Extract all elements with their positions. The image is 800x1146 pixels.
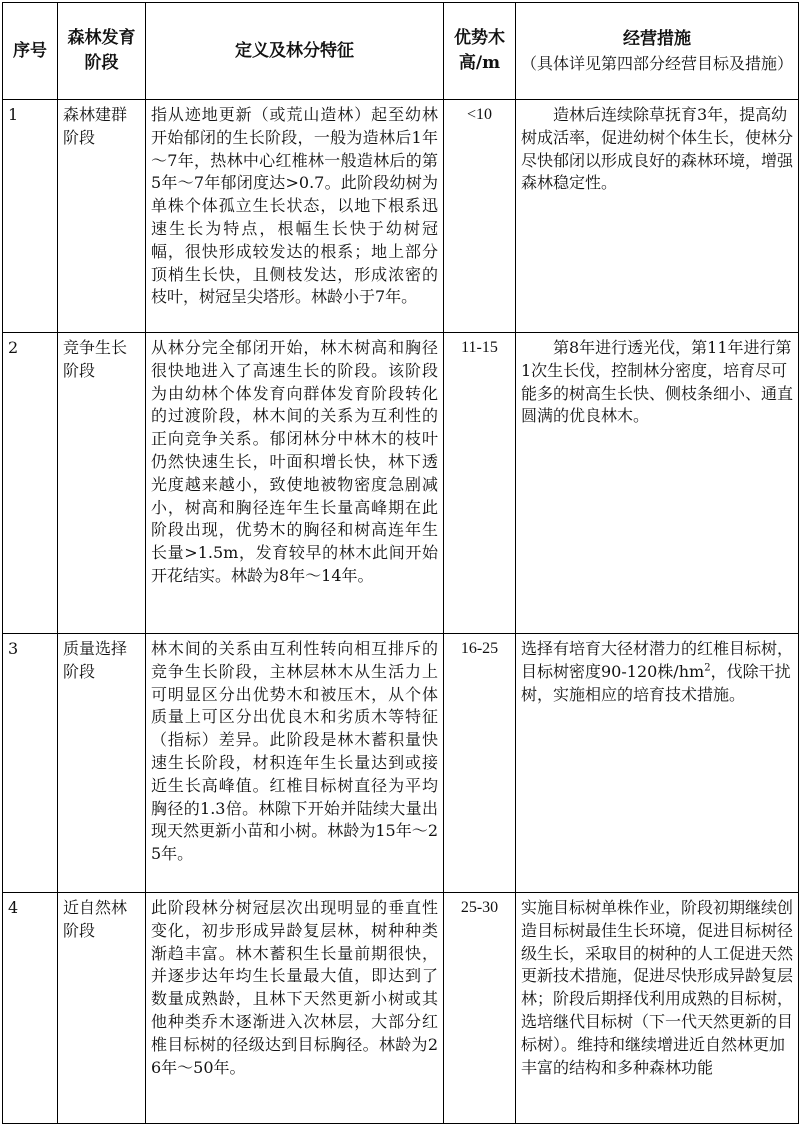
stage-name: 质量选择阶段 xyxy=(58,634,146,893)
stage-definition: 此阶段林分树冠层次出现明显的垂直性变化，初步形成异龄复层林，树种种类渐趋丰富。林木蓄积生长量前期很快，并逐步达年均生长量最大值，即达到了数量成熟龄，且林下天然更新小树或其他种类乔木逐渐进入次林层，大部分红椎目标树的径级达到目标胸径。林龄为26年～50年。 xyxy=(146,893,444,1124)
management-measures: 实施目标树单株作业，阶段初期继续创造目标树最佳生长环境，促进目标树径级生长，采取目的树种的人工促进天然更新技术措施，促进尽快形成异龄复层林；阶段后期择伐利用成熟的目标树，选培继代目标树（下一代天然更新的目标树）。维持和继续增进近自然林更加丰富的结构和多种森林功能 xyxy=(516,893,799,1124)
table-row xyxy=(3,634,799,893)
stage-name: 近自然林阶段 xyxy=(58,893,146,1124)
stage-name: 森林建群阶段 xyxy=(58,100,146,333)
header-no: 序号 xyxy=(3,3,58,100)
measures-unit-superscript: 2 xyxy=(704,662,711,674)
row-number: 3 xyxy=(3,634,58,893)
table-row xyxy=(3,333,799,634)
header-definition: 定义及林分特征 xyxy=(146,3,444,100)
stage-definition: 从林分完全郁闭开始，林木树高和胸径很快地进入了高速生长的阶段。该阶段为由幼林个体发育向群体发育阶段转化的过渡阶段，林木间的关系为互利性的正向竞争关系。郁闭林分中林木的枝叶仍然快速生长，叶面积增长快，林下透光度越来越小，致使地被物密度急剧减小，树高和胸径连年生长量高峰期在此阶段出现，优势木的胸径和树高连年生长量>1.5m，发育较早的林木此间开始开花结实。林龄为8年～14年。 xyxy=(146,333,444,634)
row-number: 2 xyxy=(3,333,58,634)
header-stage: 森林发育阶段 xyxy=(58,3,146,100)
header-measures-title: 经营措施 xyxy=(623,28,691,49)
measures-text-a: 选择有培育大径材潜力的红椎目标树，目标树密度90-120株/hm xyxy=(521,639,794,681)
row-number: 4 xyxy=(3,893,58,1124)
measures-text-b: ，伐除干扰树，实施相应的培育技术措施。 xyxy=(521,661,791,704)
header-height: 优势木高/m xyxy=(444,3,516,100)
header-measures-sub: （具体详见第四部分经营目标及措施） xyxy=(520,53,793,73)
dominant-height: 11-15 xyxy=(444,333,516,634)
stage-definition: 林木间的关系由互利性转向相互排斥的竞争生长阶段，主林层林木从生活力上可明显区分出优势木和被压木，从个体质量上可区分出优良木和劣质木等特征（指标）差异。此阶段是林木蓄积量快速生长阶段，材积连年生长量达到或接近生长高峰值。红椎目标树直径为平均胸径的1.3倍。林隙下开始并陆续大量出现天然更新小苗和小树。林龄为15年～25年。 xyxy=(146,634,444,893)
forest-stage-table xyxy=(2,2,799,1124)
row-number: 1 xyxy=(3,100,58,333)
header-measures xyxy=(516,3,799,100)
table-row xyxy=(3,100,799,333)
header-row xyxy=(3,3,799,100)
dominant-height: 25-30 xyxy=(444,893,516,1124)
stage-definition: 指从迹地更新（或荒山造林）起至幼林开始郁闭的生长阶段，一般为造林后1年～7年，热林中心红椎林一般造林后的第5年～7年郁闭度达>0.7。此阶段幼树为单株个体孤立生长状态，以地下根系迅速生长为特点，根幅生长快于幼树冠幅，很快形成较发达的根系；地上部分顶梢生长快，且侧枝发达，形成浓密的枝叶，树冠呈尖塔形。林龄小于7年。 xyxy=(146,100,444,333)
management-measures xyxy=(516,634,799,893)
management-measures: 第8年进行透光伐，第11年进行第1次生长伐，控制林分密度，培育尽可能多的树高生长快、侧枝条细小、通直圆满的优良林木。 xyxy=(516,333,799,634)
table-row xyxy=(3,893,799,1124)
dominant-height: <10 xyxy=(444,100,516,333)
stage-name: 竞争生长阶段 xyxy=(58,333,146,634)
management-measures: 造林后连续除草抚育3年，提高幼树成活率，促进幼树个体生长，使林分尽快郁闭以形成良好的森林环境，增强森林稳定性。 xyxy=(516,100,799,333)
dominant-height: 16-25 xyxy=(444,634,516,893)
